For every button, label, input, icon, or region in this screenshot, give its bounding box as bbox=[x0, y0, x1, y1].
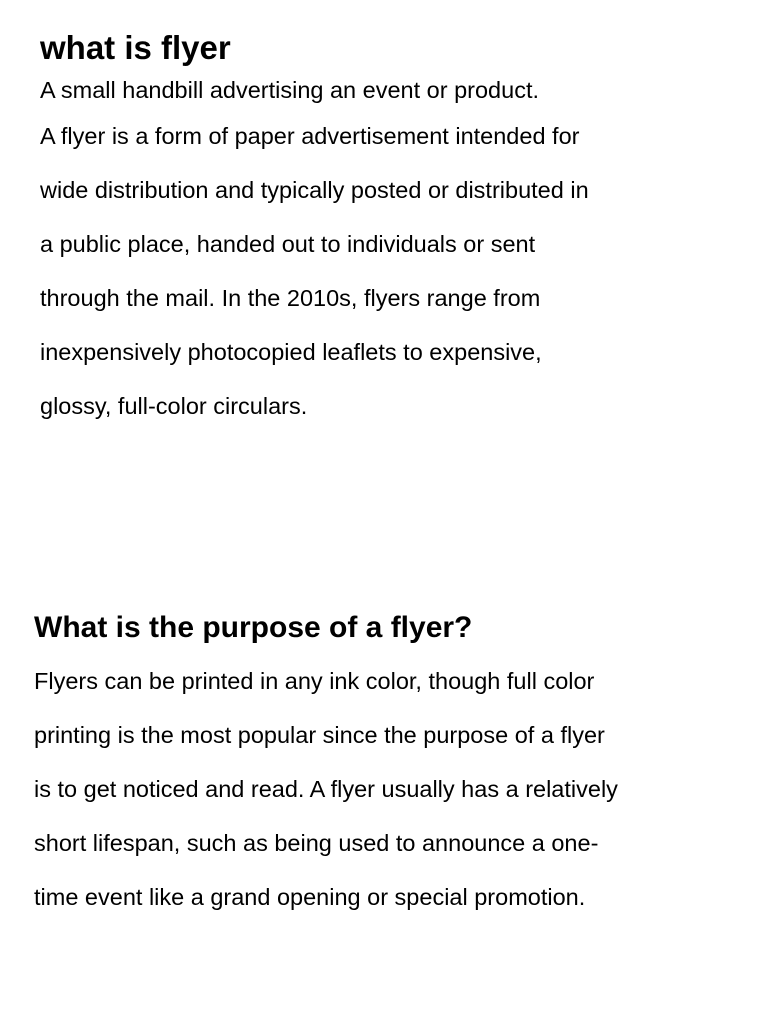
intro-line: A small handbill advertising an event or product. bbox=[40, 77, 540, 103]
paragraph-line: A flyer is a form of paper advertisement intended for bbox=[40, 123, 580, 149]
paragraph-line: time event like a grand opening or special promotion. bbox=[34, 884, 586, 910]
paragraph-line: a public place, handed out to individuals or sent bbox=[40, 231, 536, 257]
section-what-is-flyer bbox=[40, 26, 740, 433]
paragraph-line: short lifespan, such as being used to announce a one- bbox=[34, 830, 599, 856]
heading-purpose-of-flyer: What is the purpose of a flyer? bbox=[34, 611, 473, 644]
paragraph-flyer-definition bbox=[40, 109, 740, 433]
heading-what-is-flyer: what is flyer bbox=[40, 29, 231, 66]
paragraph-line: is to get noticed and read. A flyer usually has a relatively bbox=[34, 776, 618, 802]
paragraph-line: Flyers can be printed in any ink color, though full color bbox=[34, 668, 595, 694]
paragraph-flyer-purpose bbox=[34, 654, 744, 924]
paragraph-line: wide distribution and typically posted or distributed in bbox=[40, 177, 589, 203]
section-purpose-of-flyer bbox=[34, 608, 744, 924]
paragraph-line: glossy, full-color circulars. bbox=[40, 393, 308, 419]
paragraph-line: inexpensively photocopied leaflets to expensive, bbox=[40, 339, 542, 365]
paragraph-line: through the mail. In the 2010s, flyers range from bbox=[40, 285, 541, 311]
paragraph-line: printing is the most popular since the purpose of a flyer bbox=[34, 722, 605, 748]
